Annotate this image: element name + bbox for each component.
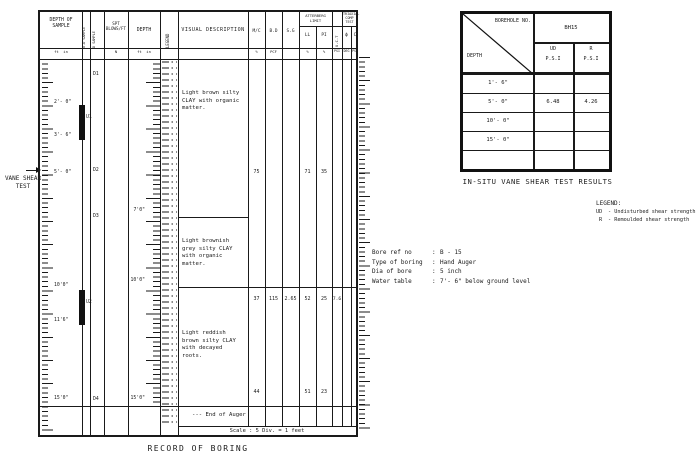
bore-detail-value: 5 inch — [440, 268, 462, 275]
vane-row-depth: 15'- 0" — [486, 137, 510, 143]
legend-title: LEGEND: — [596, 200, 622, 207]
value-pi: 23 — [320, 389, 328, 395]
bore-detail-label: Dia of bore — [372, 268, 412, 275]
record-of-boring-caption: RECORD OF BORING — [147, 444, 249, 453]
rule-line — [342, 12, 343, 426]
ud-sample-bar-u2 — [79, 290, 85, 325]
rule-line — [351, 26, 352, 426]
unit-depth-of-sample: ft in — [54, 49, 68, 54]
end-of-boring-line — [40, 406, 356, 407]
depth-ruler-mid-major — [146, 59, 160, 406]
rule-line — [332, 12, 333, 426]
rule-line — [82, 12, 83, 435]
stratum-description-3: Light reddish brown silty CLAY with decayed roots. — [182, 330, 236, 359]
unit-c: PSI — [352, 49, 358, 53]
vane-shear-note-line2: TEST — [15, 183, 31, 190]
bore-detail-sep: : — [432, 258, 436, 266]
ud-sample-bar-u1 — [79, 105, 85, 140]
depth-mark: 15'0" — [130, 396, 145, 401]
group-header-triaxial: TRIAXIAL COMP TEST — [343, 12, 360, 24]
value-bd: 115 — [268, 296, 279, 302]
col-header-ud-sample: U.D SAMPLE — [82, 26, 86, 48]
d-sample-label: D2 — [93, 168, 99, 173]
clay-legend-pattern — [161, 59, 177, 426]
vane-row-depth: 10'- 0" — [486, 118, 510, 124]
scale-note: Scale : 5 Div. = 1 feet — [229, 428, 305, 434]
d-sample-label: D4 — [93, 397, 99, 402]
col-header-pi: PI — [321, 33, 327, 38]
stratum-boundary-2 — [178, 287, 356, 288]
value-mc: 37 — [253, 296, 260, 302]
rule-line — [40, 59, 356, 60]
value-pi: 25 — [320, 296, 328, 302]
sample-depth-label: 10'0" — [54, 283, 69, 288]
bore-detail-value: Hand Auger — [440, 258, 477, 266]
value-ll: 52 — [304, 296, 311, 302]
depth-mark: 7'0" — [133, 208, 145, 213]
unit-uct: PSI — [334, 49, 340, 53]
vane-table-caption: IN-SITU VANE SHEAR TEST RESULTS — [462, 177, 613, 186]
value-pi: 35 — [320, 169, 328, 175]
stratum-description-2: Light brownish grey silty CLAY with organic matter. — [182, 238, 233, 267]
rule-line — [299, 12, 300, 426]
col-header-sg: S.G — [286, 29, 295, 34]
sample-depth-label: 3'- 6" — [54, 133, 72, 138]
vane-row-depth: 5'- 0" — [488, 99, 508, 105]
ud-sample-label: U1 — [86, 115, 92, 120]
decor — [161, 59, 177, 426]
col-header-ud: UD — [549, 46, 557, 52]
stratum-boundary-1 — [178, 217, 248, 218]
bore-detail-sep: : — [432, 277, 436, 285]
depth-ruler-left-major — [42, 59, 53, 431]
rule-line — [104, 12, 105, 435]
sample-depth-label: 15'0" — [54, 396, 69, 401]
legend-item-r-desc: - Remoulded shear strength — [608, 217, 690, 223]
value-mc: 44 — [253, 389, 260, 395]
unit-mc: % — [255, 49, 258, 54]
vane-shear-note-line1: VANE SHEAR — [4, 175, 42, 182]
col-header-depth-of-sample: DEPTH OF SAMPLE — [49, 18, 73, 29]
bore-detail-label: Water table — [372, 277, 412, 285]
rule-line — [265, 12, 266, 426]
corner-label-borehole-no: BOREHOLE NO. — [494, 18, 531, 24]
unit-spt: N — [114, 49, 118, 54]
col-header-bd: B.D — [269, 29, 278, 34]
value-uct: 7.6 — [332, 297, 342, 302]
end-of-auger-note: --- End of Auger — [192, 412, 246, 418]
col-header-ud-unit: P.S.I — [545, 56, 561, 62]
legend-item-r-key: R — [599, 217, 603, 223]
bore-detail-value: B - 15 — [440, 249, 462, 256]
col-header-r: R — [589, 46, 593, 52]
bore-detail-sep: : — [432, 268, 436, 275]
unit-phi: DEG — [343, 49, 350, 53]
col-header-d-sample: D SAMPLE — [92, 31, 96, 48]
rule-line — [248, 12, 249, 426]
record-of-boring-table — [38, 10, 358, 437]
value-ll: 71 — [304, 169, 311, 175]
bore-detail-value: 7'- 6" below ground level — [440, 277, 531, 285]
col-header-visual-description: VISUAL DESCRIPTION — [181, 27, 245, 33]
col-header-r-unit: P.S.I — [583, 56, 599, 62]
vane-row-r: 4.26 — [584, 99, 598, 105]
rule-line — [463, 150, 609, 151]
value-ll: 51 — [304, 389, 311, 395]
corner-label-depth: DEPTH — [467, 53, 483, 59]
stratum-description-1: Light brown silty CLAY with organic matter. — [182, 90, 240, 112]
rule-line — [342, 26, 356, 27]
bore-detail-label: Bore ref no — [372, 249, 412, 256]
borehole-number: BH15 — [564, 25, 578, 31]
legend-item-ud-key: UD — [596, 209, 603, 215]
rule-line — [178, 12, 179, 435]
value-sg: 2.65 — [284, 296, 297, 302]
unit-pi: % — [322, 49, 326, 54]
value-mc: 75 — [253, 169, 260, 175]
col-header-c: C — [353, 33, 357, 38]
rule-line — [178, 426, 356, 427]
d-sample-label: D3 — [93, 214, 99, 219]
unit-ll: % — [306, 49, 309, 54]
rule-line — [282, 12, 283, 426]
col-header-ll: LL — [304, 33, 311, 38]
unit-bd: PCF — [270, 49, 277, 54]
rule-line — [463, 93, 609, 94]
sample-depth-label: 11'6" — [54, 318, 69, 323]
depth-mark: 10'0" — [130, 278, 145, 283]
rule-line — [463, 112, 609, 113]
col-header-legend: LEGEND — [165, 33, 170, 48]
bore-detail-label: Type of boring — [372, 258, 423, 266]
col-header-mc: M/C — [252, 29, 261, 34]
rule-line — [463, 131, 609, 132]
legend-item-ud-desc: - Undisturbed shear strength — [608, 209, 696, 215]
rule-line — [533, 14, 535, 169]
unit-depth: ft in — [137, 49, 151, 54]
vane-row-depth: 1'- 6" — [488, 80, 508, 86]
col-header-uct: U.C.T — [334, 35, 339, 47]
col-header-phi: ϕ — [345, 33, 348, 38]
rule-line — [316, 26, 317, 426]
sample-depth-label: 5'- 0" — [54, 170, 72, 175]
bore-detail-sep: : — [432, 249, 436, 256]
vane-row-ud: 6.48 — [546, 99, 560, 105]
rule-line — [90, 12, 91, 435]
col-header-spt: SPT BLOWS/FT — [105, 21, 127, 31]
rule-line — [128, 12, 129, 435]
group-header-atterberg: ATTERBERG LIMIT — [305, 13, 326, 23]
sample-depth-label: 2'- 0" — [54, 100, 72, 105]
depth-ruler-right-major — [359, 57, 370, 429]
col-header-depth: DEPTH — [136, 28, 152, 33]
d-sample-label: D1 — [93, 72, 99, 77]
rule-line — [533, 42, 609, 44]
vane-shear-results-table — [460, 11, 612, 172]
ud-sample-label: U2 — [86, 300, 92, 305]
